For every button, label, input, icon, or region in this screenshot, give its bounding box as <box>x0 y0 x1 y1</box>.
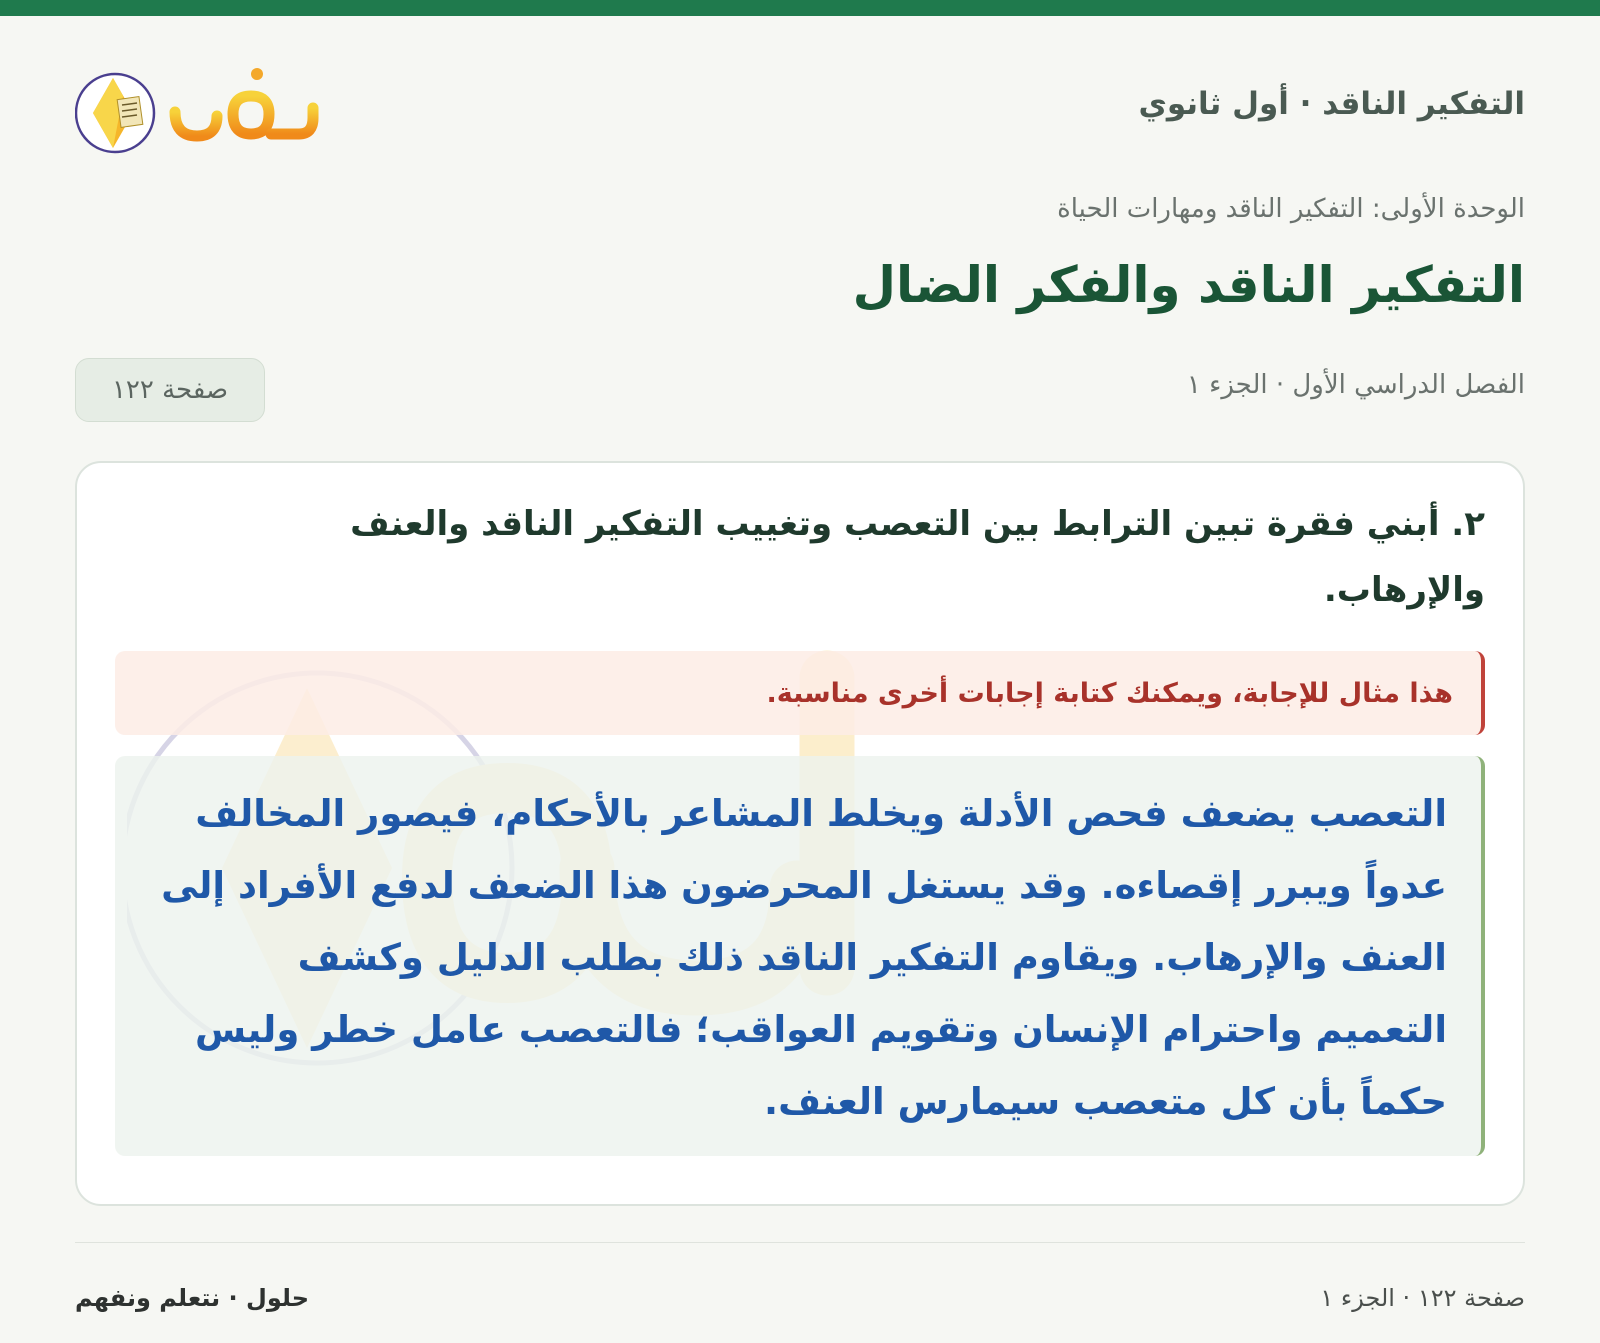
course-title: التفكير الناقد · أول ثانوي <box>1138 86 1525 122</box>
term-label: الفصل الدراسي الأول · الجزء ١ <box>1186 370 1525 400</box>
top-accent-bar <box>0 0 1600 16</box>
question-text: ٢. أبني فقرة تبين الترابط بين التعصب وتغييب التفكير الناقد والعنف والإرهاب. <box>350 504 1485 610</box>
logo[interactable] <box>75 56 335 156</box>
question-card <box>75 461 1525 1206</box>
lesson-title: التفكير الناقد والفكر الضال <box>852 256 1525 314</box>
answer-note-text: هذا مثال للإجابة، ويمكنك كتابة إجابات أخرى مناسبة. <box>766 677 1453 709</box>
answer-note <box>115 651 1485 735</box>
logo-icon <box>75 56 335 156</box>
unit-label: الوحدة الأولى: التفكير الناقد ومهارات الحياة <box>1057 194 1525 224</box>
footer-brand: حلول · نتعلم ونفهم <box>75 1284 309 1312</box>
footer-page-info: صفحة ١٢٢ · الجزء ١ <box>1320 1284 1525 1312</box>
page-number-badge: صفحة ١٢٢ <box>75 358 265 422</box>
page <box>75 16 1525 1343</box>
answer-text: التعصب يضعف فحص الأدلة ويخلط المشاعر بالأحكام، فيصور المخالف عدواً ويبرر إقصاءه. وقد يستغل المحرضون هذا الضعف لدفع الأفراد إلى العنف والإرهاب. ويقاوم التفكير الناقد ذلك بطلب الدليل وكشف التعميم واحترام الإنسان وتقويم العواقب؛ فالتعصب عامل خطر وليس حكماً بأن كل متعصب سيمارس العنف. <box>115 756 1485 1156</box>
footer-divider <box>75 1242 1525 1243</box>
